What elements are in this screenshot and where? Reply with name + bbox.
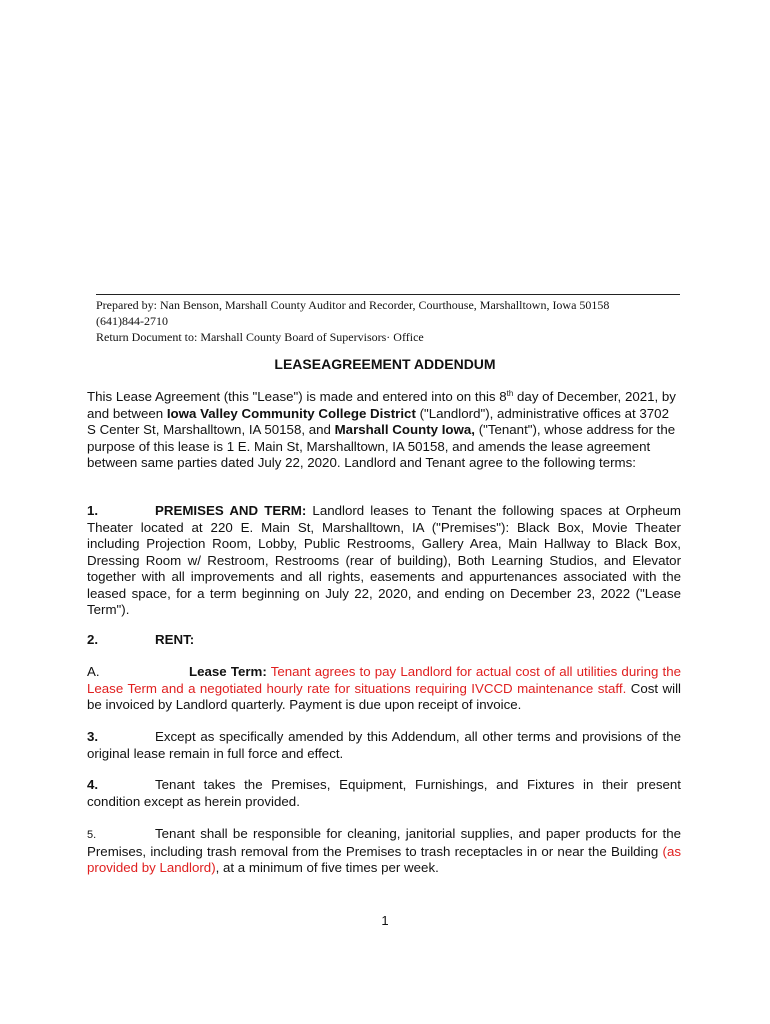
section-3 bbox=[87, 729, 681, 762]
return-to-line: Return Document to: Marshall County Board of Supervisors· Office bbox=[96, 330, 424, 344]
section-1-premises bbox=[87, 503, 681, 619]
document-title: LEASEAGREEMENT ADDENDUM bbox=[274, 356, 496, 372]
page-number: 1 bbox=[381, 913, 389, 928]
section-2-rent bbox=[87, 632, 681, 649]
tenant-name: Marshall County Iowa, bbox=[334, 422, 475, 437]
section-3-text: Except as specifically amended by this Addendum, all other terms and provisions of the original lease remain in full force and effect. bbox=[87, 729, 681, 761]
intro-paragraph bbox=[87, 389, 681, 472]
section-2-heading: RENT: bbox=[155, 632, 195, 647]
intro-text-3: ("Landlord"), administrative offices at 3702 S Center St, Marshalltown, IA 50158, and bbox=[87, 405, 669, 437]
intro-text-4: ("Tenant"), whose address for the purpose of this lease is 1 E. Main St, Marshalltown, IA 50158, and amends the lease agreement between same parties dated July 22, 2020. Landlord and Tenant agree to the following terms: bbox=[87, 422, 676, 470]
section-1-heading: PREMISES AND TERM: bbox=[155, 503, 307, 518]
section-5 bbox=[87, 826, 681, 877]
landlord-name: Iowa Valley Community College District bbox=[166, 405, 416, 421]
section-4 bbox=[87, 777, 681, 810]
preparer-block bbox=[96, 294, 680, 345]
intro-text-1: This Lease Agreement (this "Lease") is made and entered into on this 8 bbox=[87, 389, 507, 404]
section-2-number: 2. bbox=[87, 632, 99, 647]
phone-line: (641)844-2710 bbox=[96, 314, 168, 328]
section-1-number: 1. bbox=[87, 503, 99, 518]
section-2a-letter: A. bbox=[87, 664, 100, 679]
section-2a-lease-term bbox=[87, 664, 681, 714]
intro-superscript: th bbox=[506, 389, 514, 398]
section-4-number: 4. bbox=[87, 777, 99, 792]
section-2a-text: Cost will be invoiced by Landlord quarterly. Payment is due upon receipt of invoice. bbox=[87, 680, 681, 712]
intro-text-2: day of December, 2021, by and between bbox=[87, 389, 676, 421]
prepared-by-line: Prepared by: Nan Benson, Marshall County Auditor and Recorder, Courthouse, Marshalltown, Iowa 50158 bbox=[96, 298, 610, 312]
section-1-text: Landlord leases to Tenant the following spaces at Orpheum Theater located at 220 E. Main St, Marshalltown, IA ("Premises"): Black Box, Movie Theater including Projection Room, Lobby, Public Restrooms, Gallery Area, Main Hallway to Black Box, Dressing Room w/ Restroom, Restrooms (rear of building), Both Learning Studios, and Elevator together with all improvements and all rights, easements and appurtenances associated with the leased space, for a term beginning on July 22, 2020, and ending on December 23, 2022 ("Lease Term"). bbox=[87, 503, 681, 617]
section-5-red-text: (as provided by Landlord) bbox=[87, 843, 681, 875]
section-5-text-2: , at a minimum of five times per week. bbox=[215, 860, 439, 875]
section-4-text: Tenant takes the Premises, Equipment, Furnishings, and Fixtures in their present condition except as herein provided. bbox=[87, 777, 681, 809]
section-5-number: 5. bbox=[87, 829, 97, 841]
section-2a-red-text: Tenant agrees to pay Landlord for actual cost of all utilities during the Lease Term and a negotiated hourly rate for situations requiring IVCCD maintenance staff. bbox=[87, 664, 681, 696]
section-2a-heading: Lease Term: bbox=[189, 664, 267, 679]
section-3-number: 3. bbox=[87, 729, 99, 744]
section-5-text-1: Tenant shall be responsible for cleaning, janitorial supplies, and paper products for the Premises, including trash removal from the Premises to trash receptacles in or near the Building bbox=[87, 826, 681, 859]
